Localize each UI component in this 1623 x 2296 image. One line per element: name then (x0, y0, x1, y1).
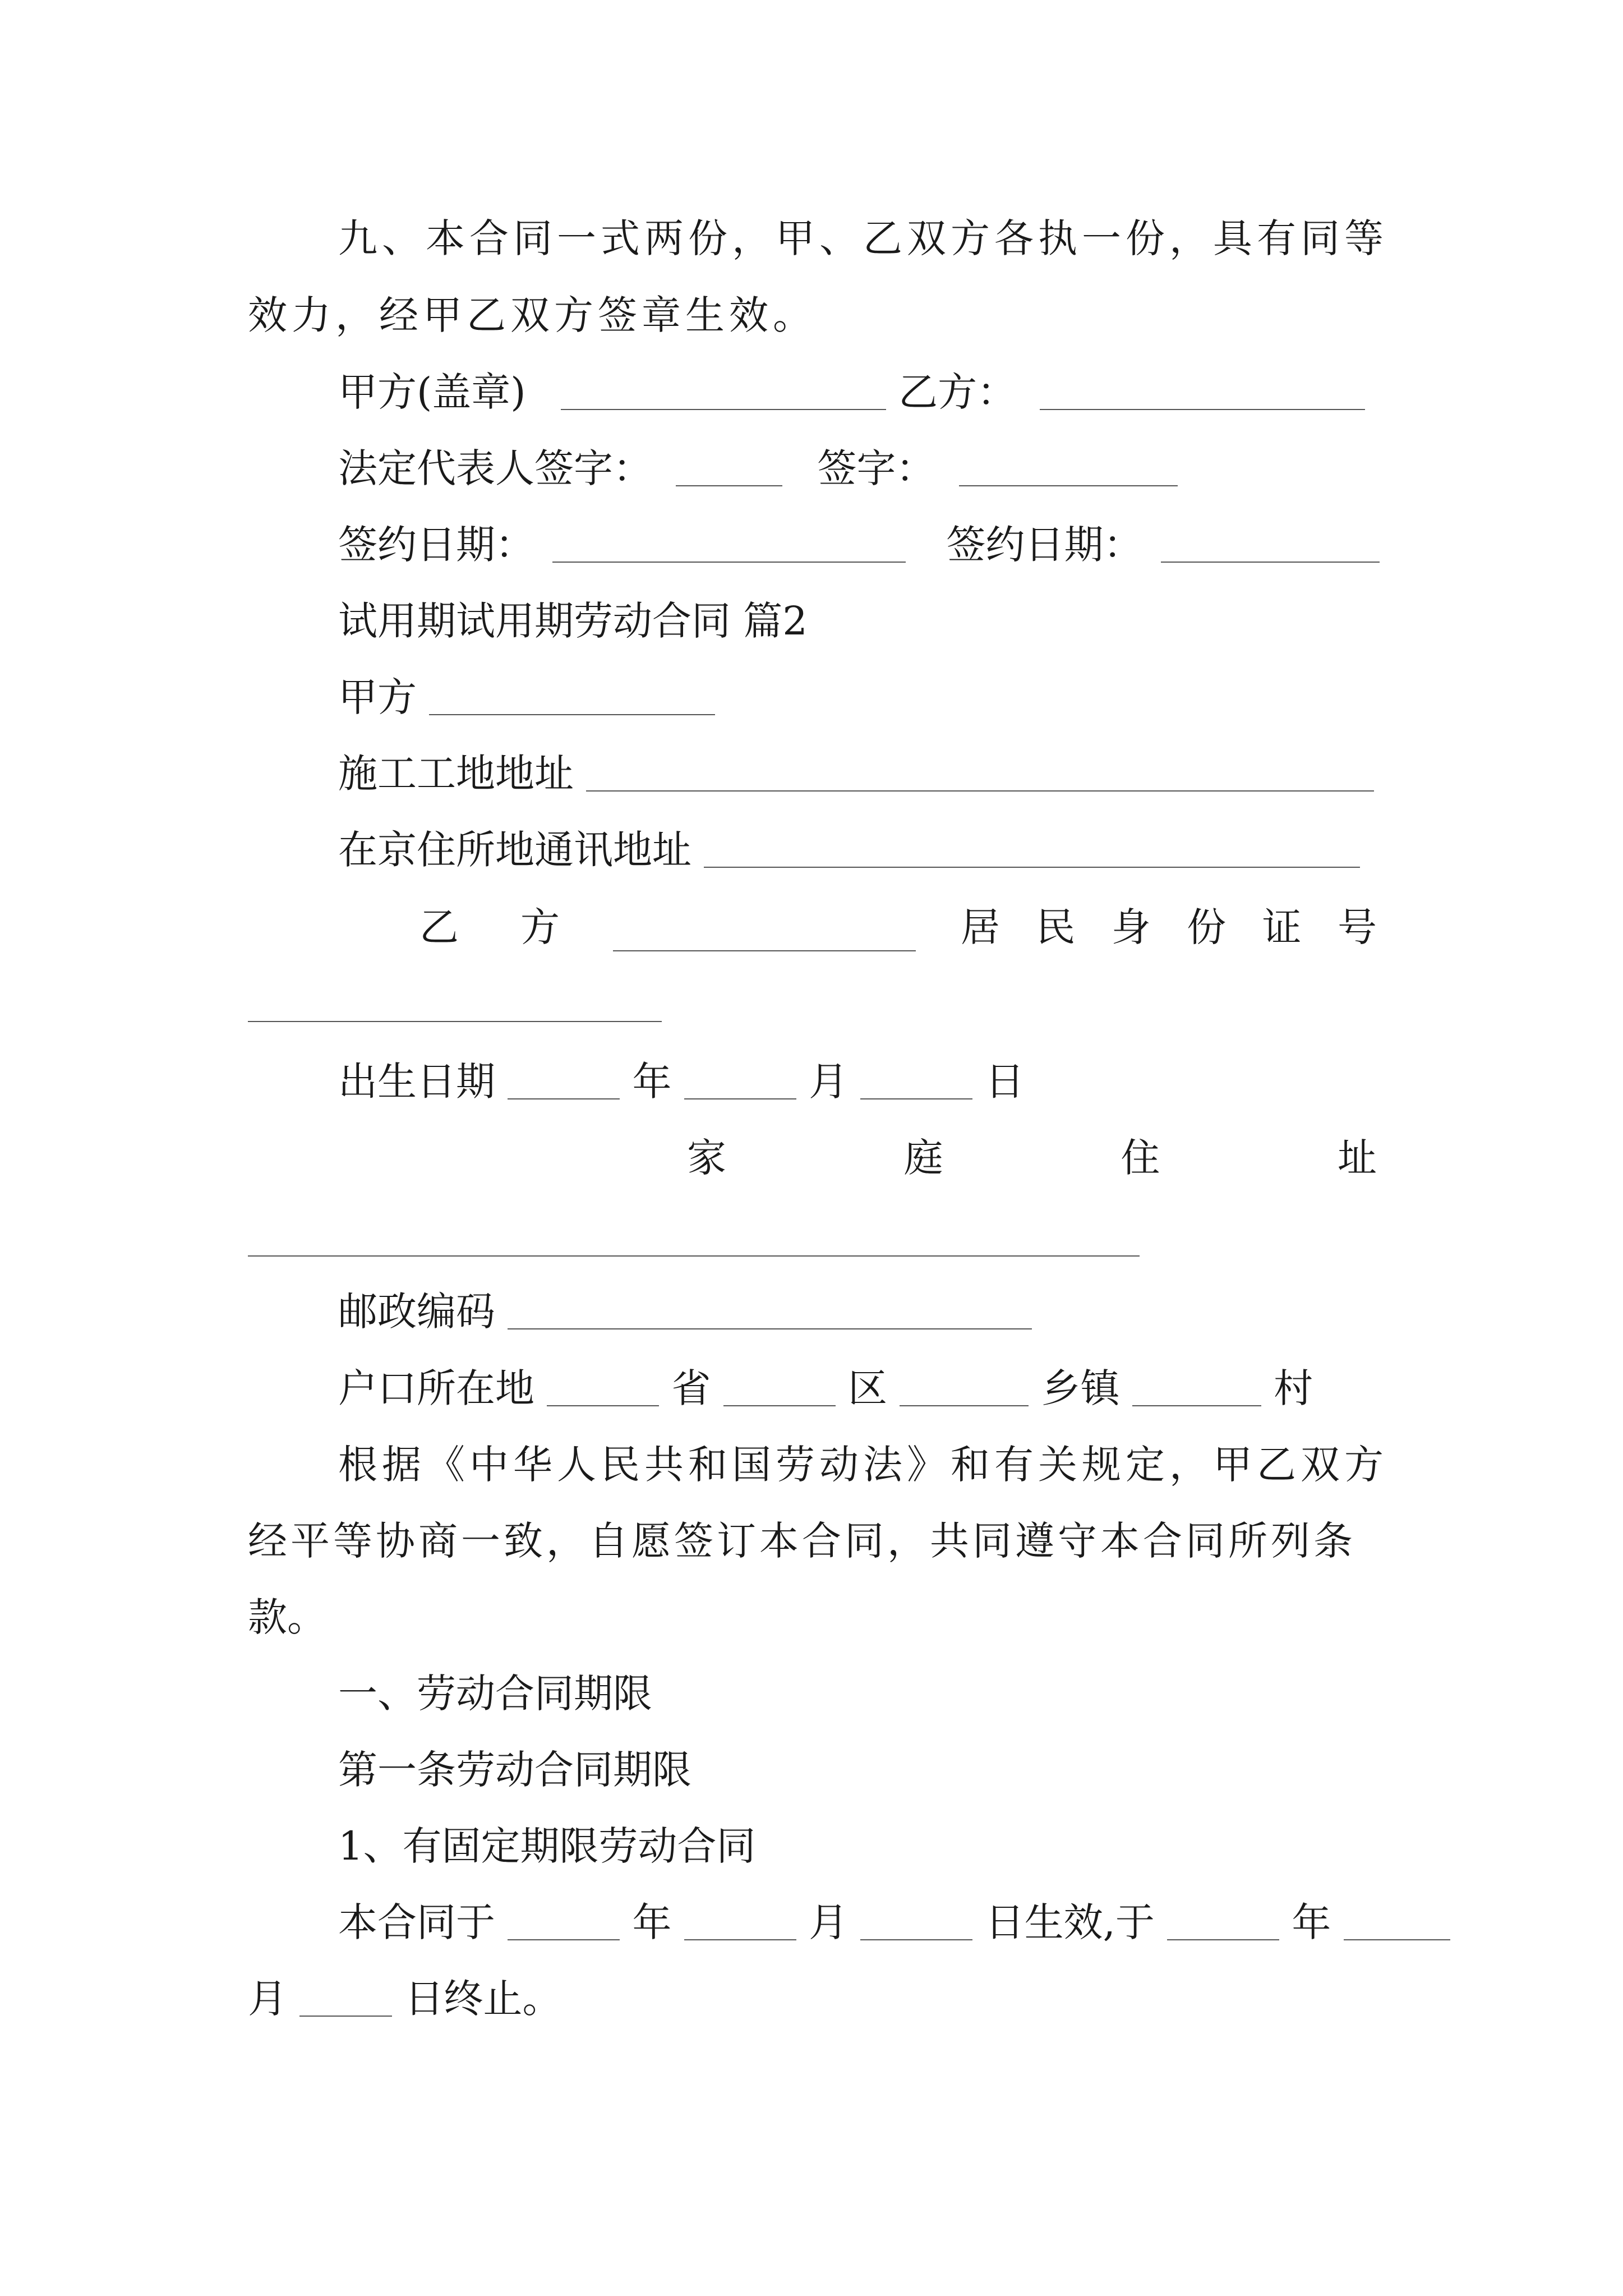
basis-line-2 (248, 1518, 1356, 1564)
id-number-char: 份 (1187, 904, 1227, 950)
id-number-blank[interactable] (248, 1021, 662, 1022)
article-2-title: 试用期试用期劳动合同 篇2 (338, 598, 808, 644)
id-number-char: 民 (1036, 904, 1076, 950)
terminate-text: 日终止。 (404, 1976, 562, 2022)
birth-month-unit: 月 (809, 1059, 849, 1105)
hukou-village-blank[interactable] (1132, 1405, 1261, 1406)
party-b-blank[interactable] (1040, 408, 1365, 410)
party-b-name-blank[interactable] (613, 950, 916, 951)
sign-date-label-1: 签约日期： (338, 522, 534, 568)
postal-code-row (338, 1289, 1032, 1335)
hukou-district-blank[interactable] (723, 1405, 836, 1406)
term-row-1 (338, 1899, 1450, 1945)
birth-day-blank[interactable] (860, 1098, 972, 1099)
id-number-char: 证 (1262, 904, 1302, 950)
hukou-district-unit: 区 (848, 1365, 888, 1411)
home-address-char: 址 (1337, 1135, 1377, 1181)
clause-9-line-2 (248, 292, 817, 338)
home-address-char: 庭 (903, 1135, 943, 1181)
birth-month-blank[interactable] (684, 1098, 796, 1099)
sign-date-label-2: 签约日期： (946, 522, 1143, 568)
start-year-unit: 年 (632, 1899, 672, 1945)
fixed-term-title: 1、有固定期限劳动合同 (338, 1823, 756, 1869)
site-address-blank[interactable] (586, 790, 1374, 792)
end-year-blank[interactable] (1167, 1939, 1279, 1940)
hukou-village-unit: 村 (1274, 1365, 1313, 1411)
home-address-blank[interactable] (248, 1255, 1140, 1257)
postal-code-label: 邮政编码 (338, 1289, 495, 1335)
signature-row-2 (338, 445, 1178, 491)
party-a-seal-blank[interactable] (561, 408, 886, 410)
home-address-row (687, 1135, 1377, 1181)
hukou-row (338, 1365, 1313, 1411)
start-day-blank[interactable] (860, 1939, 972, 1940)
party-b-id-row (419, 904, 1377, 950)
party-b-char: 方 (520, 904, 560, 950)
clause-9-text-2: 效力，经甲乙双方签章生效。 (248, 292, 817, 338)
beijing-address-blank[interactable] (704, 866, 1360, 868)
article-2-heading (338, 598, 808, 644)
site-address-row (338, 751, 1374, 797)
fixed-term-heading (338, 1823, 756, 1869)
legal-rep-label: 法定代表人签字： (338, 445, 652, 491)
hukou-province-blank[interactable] (547, 1405, 659, 1406)
party-b-label: 乙方： (898, 369, 1017, 415)
start-month-unit: 月 (809, 1899, 849, 1945)
party-a-label: 甲方 (338, 674, 417, 720)
birth-date-row (338, 1059, 1025, 1105)
site-address-label: 施工工地地址 (338, 751, 574, 797)
basis-text-2: 经平等协商一致，自愿签订本合同，共同遵守本合同所列条 (248, 1518, 1356, 1564)
basis-text-1: 根据《中华人民共和国劳动法》和有关规定，甲乙双方 (338, 1442, 1388, 1488)
id-number-char: 号 (1337, 904, 1377, 950)
home-address-char: 住 (1121, 1135, 1160, 1181)
basis-text-3: 款。 (248, 1594, 326, 1640)
basis-line-3 (248, 1594, 326, 1640)
term-row-2 (248, 1976, 562, 2022)
id-number-char: 身 (1111, 904, 1151, 950)
effective-on-text: 日生效,于 (985, 1899, 1155, 1945)
signature-row-3 (338, 522, 1380, 568)
home-address-char: 家 (687, 1135, 726, 1181)
birth-date-label: 出生日期 (338, 1059, 495, 1105)
hukou-province-unit: 省 (671, 1365, 711, 1411)
section-1-title: 一、劳动合同期限 (338, 1671, 652, 1717)
end-month-unit: 月 (248, 1976, 287, 2022)
party-a-row (338, 674, 715, 720)
end-day-blank[interactable] (299, 2015, 392, 2017)
sign-date-blank-1[interactable] (552, 561, 906, 563)
postal-code-blank[interactable] (508, 1328, 1032, 1329)
start-year-blank[interactable] (508, 1939, 620, 1940)
birth-year-unit: 年 (632, 1059, 672, 1105)
section-1-heading (338, 1671, 652, 1717)
legal-rep-blank[interactable] (676, 485, 782, 486)
clause-9-text-1: 九、本合同一式两份，甲、乙双方各执一份，具有同等 (338, 215, 1388, 261)
hukou-township-blank[interactable] (900, 1405, 1029, 1406)
article-1-title: 第一条劳动合同期限 (338, 1747, 691, 1793)
sign-date-blank-2[interactable] (1161, 561, 1380, 563)
term-prefix: 本合同于 (338, 1899, 495, 1945)
clause-9-line-1 (338, 215, 1388, 261)
id-number-char: 居 (961, 904, 1000, 950)
party-a-blank[interactable] (429, 714, 715, 715)
hukou-township-unit: 乡镇 (1041, 1365, 1120, 1411)
party-b-char: 乙 (419, 904, 459, 950)
beijing-address-label: 在京住所地通讯地址 (338, 827, 691, 873)
article-1-heading (338, 1747, 691, 1793)
signature-row-1 (338, 369, 1365, 415)
start-month-blank[interactable] (684, 1939, 796, 1940)
signature-blank[interactable] (959, 485, 1178, 486)
birth-year-blank[interactable] (508, 1098, 620, 1099)
party-a-seal-label: 甲方(盖章) (338, 369, 526, 415)
basis-line-1 (338, 1442, 1388, 1488)
beijing-address-row (338, 827, 1360, 873)
end-year-unit: 年 (1292, 1899, 1331, 1945)
signature-label: 签字： (817, 445, 935, 491)
birth-day-unit: 日 (985, 1059, 1025, 1105)
end-month-blank-lead[interactable] (1344, 1939, 1450, 1940)
hukou-label: 户口所在地 (338, 1365, 534, 1411)
